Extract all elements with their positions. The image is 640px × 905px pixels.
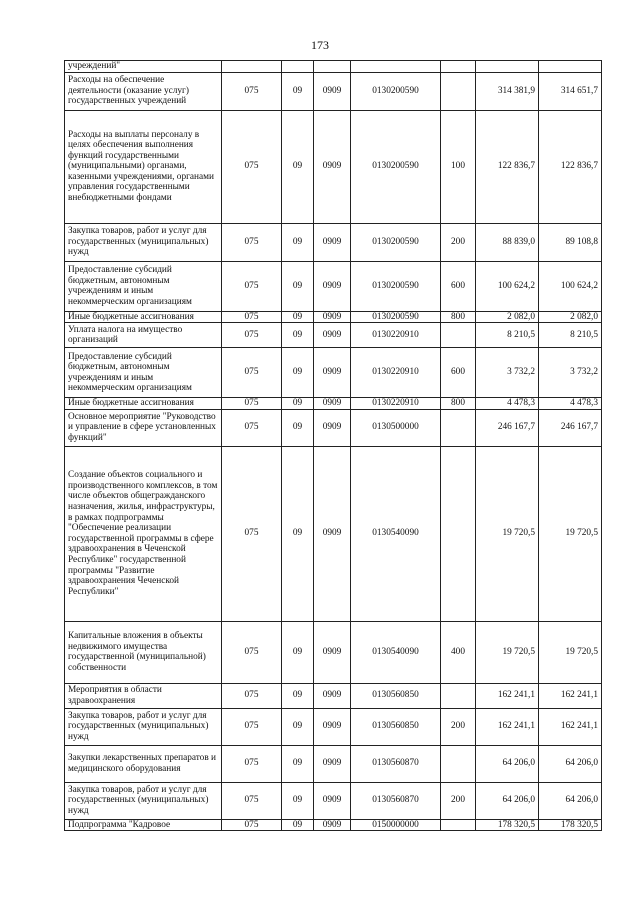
row-name: Мероприятия в области здравоохранения [65,683,222,708]
row-expense-type [441,745,476,782]
row-expense-type [441,446,476,621]
row-subsection: 0909 [314,621,351,683]
row-expense-type [441,819,476,831]
row-name: Иные бюджетные ассигнования [65,311,222,323]
row-amount-1: 178 320,5 [476,819,539,831]
row-name: Расходы на выплаты персоналу в целях обеспечения выполнения функций государственными (муниципальными) органами, казенными учреждениями, органами управления государственными внебюджетными фондами [65,110,222,223]
row-gov-code: 075 [222,621,282,683]
row-amount-2: 4 478,3 [539,398,602,410]
table-row [65,61,602,73]
row-subsection: 0909 [314,446,351,621]
row-expense-type: 400 [441,621,476,683]
row-section: 09 [282,621,314,683]
row-target-article: 0130200590 [351,72,441,110]
row-name: Создание объектов социального и производственного комплексов, в том числе объектов общегражданского назначения, жилья, инфраструктуры, в рамках подпрограммы "Обеспечение реализации государственной программы в сфере здравоохранения в Чеченской Республике" государственной программы "Развитие здравоохранения Чеченской Республики" [65,446,222,621]
row-amount-1: 19 720,5 [476,446,539,621]
row-subsection: 0909 [314,745,351,782]
row-section: 09 [282,446,314,621]
row-expense-type: 600 [441,348,476,398]
budget-table [64,60,602,831]
row-target-article: 0130220910 [351,398,441,410]
row-name: Расходы на обеспечение деятельности (оказание услуг) государственных учреждений [65,72,222,110]
row-section: 09 [282,110,314,223]
row-expense-type: 200 [441,782,476,819]
row-section: 09 [282,261,314,311]
page-number: 173 [311,38,329,52]
row-amount-2: 8 210,5 [539,323,602,348]
row-subsection [314,61,351,73]
table-row [65,223,602,261]
row-name: Основное мероприятие "Руководство и управление в сфере установленных функций" [65,409,222,446]
row-subsection: 0909 [314,223,351,261]
row-amount-1: 64 206,0 [476,782,539,819]
row-amount-2: 314 651,7 [539,72,602,110]
row-name: Капитальные вложения в объекты недвижимого имущества государственной (муниципальной) собственности [65,621,222,683]
row-target-article [351,61,441,73]
row-gov-code: 075 [222,261,282,311]
table-row [65,621,602,683]
row-gov-code: 075 [222,311,282,323]
row-section: 09 [282,409,314,446]
row-subsection: 0909 [314,398,351,410]
row-gov-code: 075 [222,745,282,782]
row-target-article: 0130560850 [351,708,441,745]
row-section: 09 [282,348,314,398]
row-name: Закупка товаров, работ и услуг для государственных (муниципальных) нужд [65,708,222,745]
row-subsection: 0909 [314,110,351,223]
table-row [65,819,602,831]
row-target-article: 0130560870 [351,745,441,782]
table-row [65,398,602,410]
row-gov-code: 075 [222,110,282,223]
row-target-article: 0130200590 [351,223,441,261]
row-target-article: 0130200590 [351,110,441,223]
row-subsection: 0909 [314,72,351,110]
row-section: 09 [282,311,314,323]
row-amount-1: 2 082,0 [476,311,539,323]
row-amount-2: 3 732,2 [539,348,602,398]
row-section [282,61,314,73]
row-target-article: 0130560850 [351,683,441,708]
row-expense-type: 200 [441,708,476,745]
row-amount-1: 19 720,5 [476,621,539,683]
row-amount-2: 246 167,7 [539,409,602,446]
row-subsection: 0909 [314,782,351,819]
row-amount-2: 100 624,2 [539,261,602,311]
row-expense-type [441,72,476,110]
table-row [65,446,602,621]
row-amount-1: 64 206,0 [476,745,539,782]
row-gov-code: 075 [222,819,282,831]
row-amount-2: 2 082,0 [539,311,602,323]
row-amount-2: 178 320,5 [539,819,602,831]
table-row [65,745,602,782]
row-name: Предоставление субсидий бюджетным, автономным учреждениям и иным некоммерческим организациям [65,261,222,311]
row-gov-code: 075 [222,398,282,410]
row-amount-1: 8 210,5 [476,323,539,348]
row-amount-2: 64 206,0 [539,745,602,782]
row-name: Закупка товаров, работ и услуг для государственных (муниципальных) нужд [65,223,222,261]
row-gov-code: 075 [222,683,282,708]
row-subsection: 0909 [314,683,351,708]
table-row [65,409,602,446]
row-name: Закупка товаров, работ и услуг для государственных (муниципальных) нужд [65,782,222,819]
row-name: Предоставление субсидий бюджетным, автономным учреждениям и иным некоммерческим организациям [65,348,222,398]
row-section: 09 [282,323,314,348]
row-name: Уплата налога на имущество организаций [65,323,222,348]
row-gov-code: 075 [222,409,282,446]
row-subsection: 0909 [314,323,351,348]
row-amount-1 [476,61,539,73]
row-section: 09 [282,708,314,745]
table-row [65,348,602,398]
row-amount-1: 246 167,7 [476,409,539,446]
row-gov-code: 075 [222,72,282,110]
row-section: 09 [282,398,314,410]
row-target-article: 0130220910 [351,348,441,398]
table-row [65,110,602,223]
row-target-article: 0130200590 [351,311,441,323]
table-row [65,72,602,110]
row-target-article: 0150000000 [351,819,441,831]
row-section: 09 [282,72,314,110]
row-name: Закупки лекарственных препаратов и медицинского оборудования [65,745,222,782]
row-expense-type [441,683,476,708]
row-subsection: 0909 [314,348,351,398]
table-row [65,782,602,819]
row-expense-type: 100 [441,110,476,223]
table-row [65,683,602,708]
row-gov-code [222,61,282,73]
row-amount-1: 162 241,1 [476,683,539,708]
row-amount-1: 3 732,2 [476,348,539,398]
row-amount-2: 64 206,0 [539,782,602,819]
row-amount-1: 100 624,2 [476,261,539,311]
row-target-article: 0130540090 [351,446,441,621]
row-subsection: 0909 [314,708,351,745]
row-section: 09 [282,223,314,261]
row-gov-code: 075 [222,708,282,745]
row-amount-2: 162 241,1 [539,683,602,708]
table-row [65,708,602,745]
row-target-article: 0130220910 [351,323,441,348]
row-subsection: 0909 [314,409,351,446]
row-gov-code: 075 [222,348,282,398]
row-amount-1: 88 839,0 [476,223,539,261]
row-target-article: 0130500000 [351,409,441,446]
row-gov-code: 075 [222,223,282,261]
row-name: учреждений" [65,61,222,73]
row-expense-type [441,61,476,73]
row-gov-code: 075 [222,323,282,348]
row-expense-type [441,409,476,446]
row-amount-1: 4 478,3 [476,398,539,410]
row-amount-2: 19 720,5 [539,446,602,621]
row-name: Подпрограмма "Кадровое [65,819,222,831]
row-amount-1: 162 241,1 [476,708,539,745]
row-amount-2: 162 241,1 [539,708,602,745]
row-expense-type: 600 [441,261,476,311]
row-expense-type [441,323,476,348]
row-gov-code: 075 [222,446,282,621]
row-expense-type: 800 [441,398,476,410]
row-subsection: 0909 [314,819,351,831]
row-target-article: 0130200590 [351,261,441,311]
row-amount-1: 314 381,9 [476,72,539,110]
row-amount-2: 89 108,8 [539,223,602,261]
row-amount-2: 19 720,5 [539,621,602,683]
row-section: 09 [282,683,314,708]
row-expense-type: 200 [441,223,476,261]
table-row [65,311,602,323]
row-subsection: 0909 [314,311,351,323]
row-name: Иные бюджетные ассигнования [65,398,222,410]
row-section: 09 [282,782,314,819]
row-section: 09 [282,745,314,782]
row-amount-2 [539,61,602,73]
table-row [65,323,602,348]
row-amount-2: 122 836,7 [539,110,602,223]
row-section: 09 [282,819,314,831]
row-subsection: 0909 [314,261,351,311]
row-amount-1: 122 836,7 [476,110,539,223]
table-row [65,261,602,311]
row-gov-code: 075 [222,782,282,819]
row-expense-type: 800 [441,311,476,323]
row-target-article: 0130560870 [351,782,441,819]
row-target-article: 0130540090 [351,621,441,683]
